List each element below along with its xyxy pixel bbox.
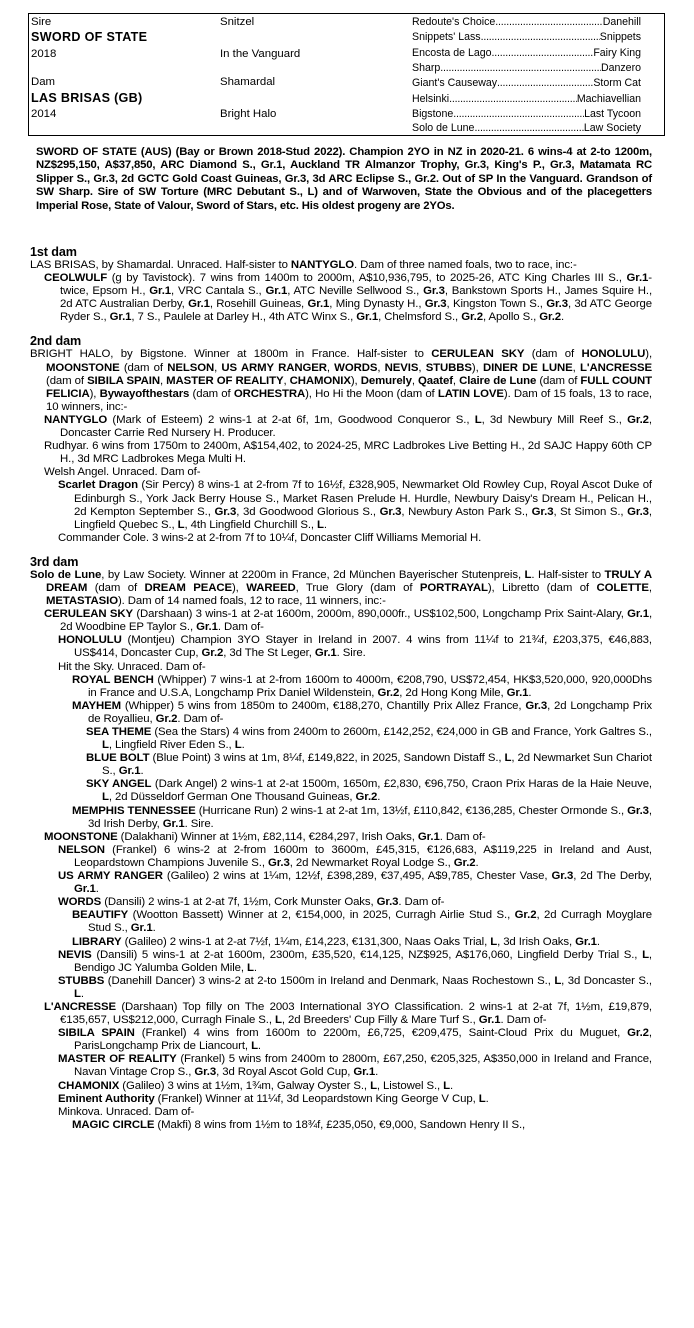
sire-label: Sire bbox=[31, 16, 52, 28]
family-entry: L'ANCRESSE (Darshaan) Top filly on The 2003 International 3YO Classification. 2 wins-1 at 2-at 7f, 1½m, £19,879, €135,657, US$212,000, Curragh Finale S., L, 2d Breeders' Cup Filly & Mare Turf S., Gr.1. Dam of- bbox=[44, 1000, 652, 1027]
dam-dam: Bright Halo bbox=[220, 108, 277, 120]
grandparent-row: Bigstone ..... Last Tycoon bbox=[412, 108, 641, 121]
sire-year: 2018 bbox=[31, 48, 57, 60]
grandparent-row: Sharp ..... Danzero bbox=[412, 62, 641, 75]
family-entry: Welsh Angel. Unraced. Dam of- bbox=[44, 466, 201, 479]
family-entry: BRIGHT HALO, by Bigstone. Winner at 1800m in France. Half-sister to CERULEAN SKY (dam of HONOLULU), MOONSTONE (dam of NELSON, US ARMY RANGER, WORDS, NEVIS, STUBBS), DINER DE LUNE, L'ANCRESSE (dam of SIBILA SPAIN, MASTER OF REALITY, CHAMONIX), Demurely, Qaatef, Claire de Lune (dam of FULL COUNT FELICIA), Bywayofthestars (dam of ORCHESTRA), Ho Hi the Moon (dam of LATIN LOVE). Dam of 15 foals, 13 to race, 10 winners, inc:- bbox=[30, 348, 653, 413]
family-entry: MAGIC CIRCLE (Makfi) 8 wins from 1½m to 18¾f, £235,050, €9,000, Sandown Henry II S., bbox=[72, 1118, 526, 1131]
section-heading: 3rd dam bbox=[30, 554, 79, 569]
sire-dam: In the Vanguard bbox=[220, 48, 301, 60]
family-entry: MASTER OF REALITY (Frankel) 5 wins from 2400m to 2800m, £67,250, €205,325, A$350,000 in Ireland and France, Navan Vintage Crop S., Gr.3, 3d Royal Ascot Gold Cup, Gr.1. bbox=[58, 1053, 652, 1079]
section-heading: 2nd dam bbox=[30, 334, 82, 349]
family-entry: SKY ANGEL (Dark Angel) 2 wins-1 at 2-at 1500m, 1650m, £2,830, €96,750, Craon Prix Haras de la Haie Neuve, L, 2d Düsseldorf German One Thousand Guineas, Gr.2. bbox=[86, 778, 652, 804]
family-entry: SEA THEME (Sea the Stars) 4 wins from 2400m to 2600m, £142,252, €24,000 in GB and France, York Galtres S., L, Lingfield River Eden S., L. bbox=[86, 726, 652, 752]
family-entry: CEOLWULF (g by Tavistock). 7 wins from 1400m to 2000m, A$10,936,795, to 2025-26, ATC King Charles III S., Gr.1-twice, Epsom H., Gr.1, VRC Cantala S., Gr.1, ATC Neville Sellwood S., Gr.3, Bankstown Sports H., James Squire H., 2d ATC Australian Derby, Gr.1, Rosehill Guineas, Gr.1, Ming Dynasty H., Gr.3, Kingston Town S., Gr.3, 3d ATC George Ryder S., Gr.1, 7 S., Paulele at Darley H., 4th ATC Winx S., Gr.1, Chelmsford S., Gr.2, Apollo S., Gr.2. bbox=[44, 272, 653, 324]
section-heading: 1st dam bbox=[30, 245, 77, 259]
family-entry: CHAMONIX (Galileo) 3 wins at 1½m, 1¾m, Galway Oyster S., L, Listowel S., L. bbox=[58, 1079, 454, 1092]
family-entry: LAS BRISAS, by Shamardal. Unraced. Half-sister to NANTYGLO. Dam of three named foals, two to race, inc:- bbox=[30, 259, 577, 271]
family-entry: CERULEAN SKY (Darshaan) 3 wins-1 at 2-at 1600m, 2000m, 890,000fr., US$102,500, Longchamp Prix Saint-Alary, Gr.1, 2d Woodbine EP Taylor S., Gr.1. Dam of- bbox=[44, 608, 653, 634]
family-entry: MOONSTONE (Dalakhani) Winner at 1½m, £82,114, €284,297, Irish Oaks, Gr.1. Dam of- bbox=[44, 830, 486, 843]
grandparent-row: Solo de Lune ..... Law Society bbox=[412, 122, 641, 135]
sire-name: SWORD OF STATE bbox=[31, 30, 148, 44]
dam-year: 2014 bbox=[31, 108, 57, 120]
family-entry: NEVIS (Dansili) 5 wins-1 at 2-at 1600m, 2300m, £35,520, €14,125, NZ$925, A$176,060, Lingfield Derby Trial S., L, Bendigo JC Yalumba Golden Mile, L. bbox=[58, 948, 652, 974]
family-entry: SIBILA SPAIN (Frankel) 4 wins from 1600m to 2200m, £6,725, €209,475, Saint-Cloud Prix du Muguet, Gr.2, ParisLongchamp Prix de Liancourt, L. bbox=[58, 1027, 652, 1053]
family-entry: WORDS (Dansili) 2 wins-1 at 2-at 7f, 1½m, Cork Munster Oaks, Gr.3. Dam of- bbox=[58, 896, 445, 909]
family-entry: Scarlet Dragon (Sir Percy) 8 wins-1 at 2-from 7f to 16½f, £328,905, Newmarket Old Rowley Cup, Royal Ascot Duke of Edinburgh S., York Jack Berry House S., Market Rasen Prelude H. Hurdle, Newbury Daisy's Dream H., Pelican H., 2d Kempton September S., Gr.3, 3d Goodwood Glorious S., Gr.3, Newbury Aston Park S., Gr.3, St Simon S., Gr.3, Lingfield Quebec S., L, 4th Lingfield Churchill S., L. bbox=[58, 479, 652, 531]
pedigree-table bbox=[28, 13, 665, 136]
family-entry: MEMPHIS TENNESSEE (Hurricane Run) 2 wins-1 at 2-at 1m, 13½f, £110,842, €136,285, Chester Ormonde S., Gr.3, 3d Irish Derby, Gr.1. Sire. bbox=[72, 804, 652, 830]
family-entry: US ARMY RANGER (Galileo) 2 wins at 1¼m, 12½f, £398,289, €37,495, A$9,785, Chester Vase, Gr.3, 2d The Derby, Gr.1. bbox=[58, 870, 652, 896]
family-entry: HONOLULU (Montjeu) Champion 3YO Stayer in Ireland in 2007. 4 wins from 11¼f to 21¾f, £203,375, €46,883, US$414, Doncaster Cup, Gr.2, 3d The St Leger, Gr.1. Sire. bbox=[58, 634, 652, 660]
family-entry: Solo de Lune, by Law Society. Winner at 2200m in France, 2d München Bayerischer Stutenpreis, L. Half-sister to TRULY A DREAM (dam of DREAM PEACE), WAREED, True Glory (dam of PORTRAYAL), Libretto (dam of COLETTE, METASTASIO). Dam of 14 named foals, 12 to race, 11 winners, inc:- bbox=[30, 568, 652, 608]
family-entry: LIBRARY (Galileo) 2 wins-1 at 2-at 7½f, 1¼m, £14,223, €131,300, Naas Oaks Trial, L, 3d Irish Oaks, Gr.1. bbox=[72, 935, 600, 948]
family-entry: BEAUTIFY (Wootton Bassett) Winner at 2, €154,000, in 2025, Curragh Airlie Stud S., Gr.2, 2d Curragh Moyglare Stud S., Gr.1. bbox=[72, 909, 652, 935]
family-entry: Minkova. Unraced. Dam of- bbox=[58, 1105, 195, 1118]
grandparent-row: Helsinki ..... Machiavellian bbox=[412, 93, 641, 106]
family-entry: BLUE BOLT (Blue Point) 3 wins at 1m, 8¼f, £149,822, in 2025, Sandown Distaff S., L, 2d Newmarket Sun Chariot S., Gr.1. bbox=[86, 752, 652, 778]
sire-sire: Snitzel bbox=[220, 16, 255, 28]
family-entry: Rudhyar. 6 wins from 1750m to 2400m, A$154,402, to 2024-25, MRC Ladbrokes Live Betting H., 2d SAJC Happy 60th CP H., 3d MRC Ladbrokes Mega Multi H. bbox=[44, 440, 652, 466]
family-entry: MAYHEM (Whipper) 5 wins from 1850m to 2400m, €188,270, Chantilly Prix Allez France, Gr.3, 2d Longchamp Prix de Royallieu, Gr.2. Dam of- bbox=[72, 699, 653, 725]
family-entry: NELSON (Frankel) 6 wins-2 at 2-from 1600m to 3600m, £45,315, €126,683, A$119,225 in Ireland and Aust, Leopardstown Champions Juvenile S., Gr.3, 2d Newmarket Royal Lodge S., Gr.2. bbox=[58, 843, 652, 869]
grandparent-row: Encosta de Lago ..... Fairy King bbox=[412, 47, 641, 60]
family-entry: Commander Cole. 3 wins-2 at 2-from 7f to 10¼f, Doncaster Cliff Williams Memorial H. bbox=[58, 531, 482, 544]
family-entry: NANTYGLO (Mark of Esteem) 2 wins-1 at 2-at 6f, 1m, Goodwood Conqueror S., L, 3d Newbury Mill Reef S., Gr.2, Doncaster Carrie Red Nursery H. Producer. bbox=[44, 413, 652, 440]
grandparent-row: Giant's Causeway ..... Storm Cat bbox=[412, 77, 641, 90]
family-body bbox=[30, 245, 652, 1132]
family-entry: Hit the Sky. Unraced. Dam of- bbox=[58, 660, 206, 673]
family-entry: Eminent Authority (Frankel) Winner at 11¼f, 3d Leopardstown King George V Cup, L. bbox=[58, 1092, 489, 1105]
dam-name: LAS BRISAS (GB) bbox=[31, 91, 143, 105]
dam-sire: Shamardal bbox=[220, 76, 276, 88]
family-entry: STUBBS (Danehill Dancer) 3 wins-2 at 2-to 1500m in Ireland and Denmark, Naas Rochestown S., L, 3d Doncaster S., L. bbox=[58, 974, 652, 1000]
grandparent-row: Redoute's Choice ..... Danehill bbox=[412, 16, 641, 29]
dam-label: Dam bbox=[31, 76, 56, 88]
sire-summary: SWORD OF STATE (AUS) (Bay or Brown 2018-Stud 2022). Champion 2YO in NZ in 2020-21. 6 wins-4 at 2-to 1200m, NZ$295,150, A$37,850, ARC Diamond S., Gr.1, Auckland TR Almanzor Trophy, Gr.3, King's P., Gr.3, Matamata RC Slipper S., Gr.3, 2d GCTC Gold Coast Guineas, Gr.3, 3d ARC Eclipse S., Gr.2. Out of SP In the Vanguard. Grandson of SW Sharp. Sire of SW Torture (MRC Debutant S., L) and of Warwoven, State the Obvious and of the placegetters Imperial Rose, State of Valour, Sword of Stars, etc. His oldest progeny are 2YOs. bbox=[36, 146, 652, 212]
grandparent-row: Snippets' Lass ..... Snippets bbox=[412, 31, 641, 44]
family-entry: ROYAL BENCH (Whipper) 7 wins-1 at 2-from 1600m to 4000m, €208,790, US$72,454, HK$3,520,000, 920,000Dhs in France and U.S.A, Longchamp Prix Daniel Wildenstein, Gr.2, 2d Hong Kong Mile, Gr.1. bbox=[72, 673, 652, 699]
